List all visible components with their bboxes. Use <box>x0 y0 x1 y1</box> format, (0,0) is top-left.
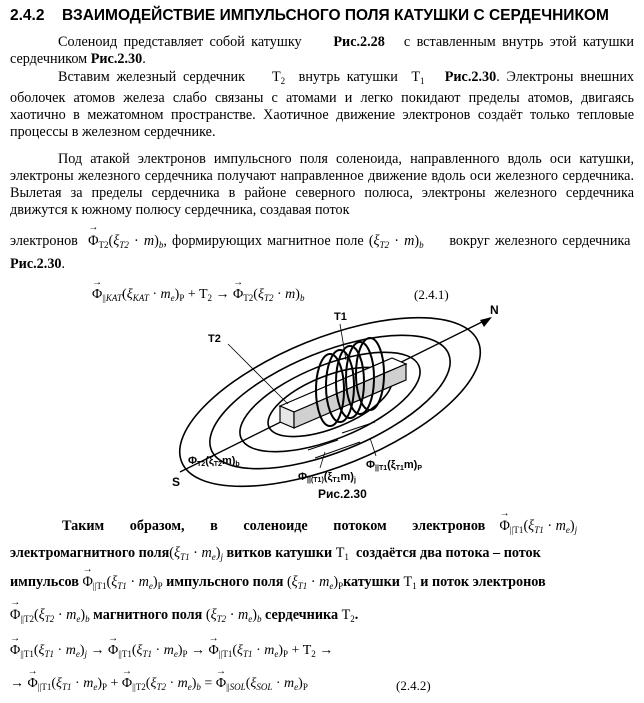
p4-text-i: магнитного поля <box>93 607 203 623</box>
p4-text-j: сердечника <box>265 607 339 623</box>
formula-xi-t1-j: $(\xi_{T1} \cdot m_e)_j$ <box>169 545 223 562</box>
svg-text:Φ||T1(ξT1m)P: Φ||T1(ξT1m)P <box>366 459 422 472</box>
figure-2-30 <box>170 300 510 500</box>
paragraph-2 <box>10 69 634 141</box>
p4-text-h: и поток электронов <box>420 574 546 590</box>
p4-line-2 <box>10 545 541 562</box>
p2-figure-ref: Рис.2.30 <box>444 69 497 85</box>
label-t2: T2 <box>208 333 221 345</box>
p2-t2-symbol: T <box>271 69 281 85</box>
paragraph-1 <box>10 34 634 68</box>
formula-xi-t2: $(\xi_{T2} \cdot m)_b$ <box>368 233 424 250</box>
figure-caption: Рис.2.30 <box>318 487 367 501</box>
p4-text-g: катушки <box>343 574 400 590</box>
label-t1: T1 <box>334 311 347 323</box>
label-s: S <box>172 475 181 489</box>
label-phi-p <box>366 459 422 472</box>
label-phi-t2 <box>188 455 240 468</box>
formula-phi-p: → $\Phi_{||T1}(\xi_{T1} \cdot m_e)_P$ <box>82 574 162 590</box>
label-phi-j <box>298 471 356 484</box>
equation-2-4-2-line-2: → → $\Phi_{||T1}(\xi_{T1} \cdot m_e)_P$ + → $\Phi_{||T2}(\xi_{T2} \cdot m_e)_b$ = → $\Phi_{||SOL}(\xi_{SOL} \cdot m_e)_P$ <box>10 676 308 692</box>
p4-line-1 <box>10 518 577 535</box>
p4-text-b: электромагнитного поля <box>10 545 170 561</box>
p3-text-a: Под атакой электронов импульсного поля соленоида, направленного вдоль оси катушки, электроны железного сердечника получают направленное движение вдоль оси железного сердечника. Вылетая за пределы сердечника в районе северного полюса, электроны железного сердечника движутся к южному полюсу сердечника, создавая поток <box>10 151 634 218</box>
p3-text-e: . <box>61 256 66 272</box>
equation-2-4-2-line-1: → $\Phi_{||T1}(\xi_{T1} \cdot m_e)_j$ → → $\Phi_{||T1}(\xi_{T1} \cdot m_e)_P$ → → $\Phi_{||T1}(\xi_{T1} \cdot m_e)_P + T_2$ → <box>10 643 333 659</box>
equation-number-2-4-2: (2.4.2) <box>396 678 431 693</box>
p1-figure-ref-1: Рис.2.28 <box>333 34 385 50</box>
p4-text-e: импульсов <box>10 574 79 590</box>
formula-phi-t2: → $\Phi_{T2}(\xi_{T2} \cdot m)_b$ <box>88 233 163 249</box>
north-arrow-icon <box>480 317 492 327</box>
p3-text-b: электронов <box>10 233 78 249</box>
section-number: 2.4.2 <box>10 7 45 24</box>
p1-text-b: с вставленным внутрь этой катушки сердечником <box>10 34 635 67</box>
p1-text-c: . <box>142 51 146 67</box>
p4-line-3: импульсов → $\Phi_{||T1}(\xi_{T1} \cdot m_e)_P$ импульсного поля ($\xi_{T1}$ · $m_e)_Pкатушки$ $T_1$ и поток электронов <box>10 574 546 591</box>
p4-text-d: создаётся два потока – поток <box>355 545 541 561</box>
equation-number-2-4-1: (2.4.1) <box>414 287 449 302</box>
paragraph-3 <box>10 151 634 219</box>
p2-t2-sub: 2 <box>280 76 286 86</box>
p1-figure-ref-2: Рис.2.30 <box>90 51 143 67</box>
p4-text-a: Таким образом, в соленоиде потоком электронов <box>62 518 486 534</box>
label-n: N <box>490 303 499 317</box>
formula-xi-t1-p: $(\xi_{T1} \cdot m_e)_P$ <box>286 574 344 591</box>
p2-text-a: Вставим железный сердечник <box>58 69 246 85</box>
section-title: ВЗАИМОДЕЙСТВИЕ ИМПУЛЬСНОГО ПОЛЯ КАТУШКИ С СЕРДЕЧНИКОМ <box>62 7 609 24</box>
p2-text-c: . Электроны внешних оболочек атомов железа слабо связаны с атомами и легко покидают пределы атомов, двигаясь хаотично в межатомном пространстве. Хаотичное движение электронов создаёт только тепловые процессы в железном сердечнике. <box>10 69 635 140</box>
p4-line-4: → $\Phi_{||T2}(\xi_{T2} \cdot m_e)_b$ магнитного поля $(\xi_{T2} \cdot m_e)_b$ сердечника $T_2$. <box>10 607 358 624</box>
p2-t1-symbol: T <box>411 69 420 85</box>
p2-t1-sub: 1 <box>419 76 425 86</box>
svg-text:Φ||(T1)(ξT1m)j: Φ||(T1)(ξT1m)j <box>298 471 356 484</box>
section-heading <box>10 7 640 25</box>
equation-2-4-1: → $\Phi_{||KAT}(\xi_{KAT} \cdot m_e)_P + T_2$ → → $\Phi_{T2}(\xi_{T2} \cdot m)_b$ <box>92 287 304 303</box>
paragraph-3-cont <box>10 232 634 274</box>
formula-phi-t2b: → $\Phi_{||T2}(\xi_{T2} \cdot m_e)_b$ <box>10 607 90 623</box>
p3-text-c: , формирующих магнитное поле <box>163 233 364 249</box>
p4-t1-symbol: $T_1$ <box>335 545 349 562</box>
svg-text:ΦT2(ξT2m)b: ΦT2(ξT2m)b <box>188 455 240 468</box>
p4-text-f: импульсного поля <box>166 574 284 590</box>
p1-text-a: Соленоид представляет собой катушку <box>58 34 302 50</box>
p3-text-d: вокруг железного сердечника <box>449 233 631 249</box>
p2-text-b: внутрь катушки <box>298 69 398 85</box>
p3-figure-ref: Рис.2.30 <box>10 256 62 272</box>
p4-text-k: . <box>354 607 359 623</box>
formula-phi-j: → $\Phi_{||T1}(\xi_{T1} \cdot m_e)_j$ <box>499 518 577 534</box>
p4-text-c: витков катушки <box>226 545 333 561</box>
formula-xi-t2-b: $(\xi_{T2} \cdot m_e)_b$ <box>205 607 262 624</box>
